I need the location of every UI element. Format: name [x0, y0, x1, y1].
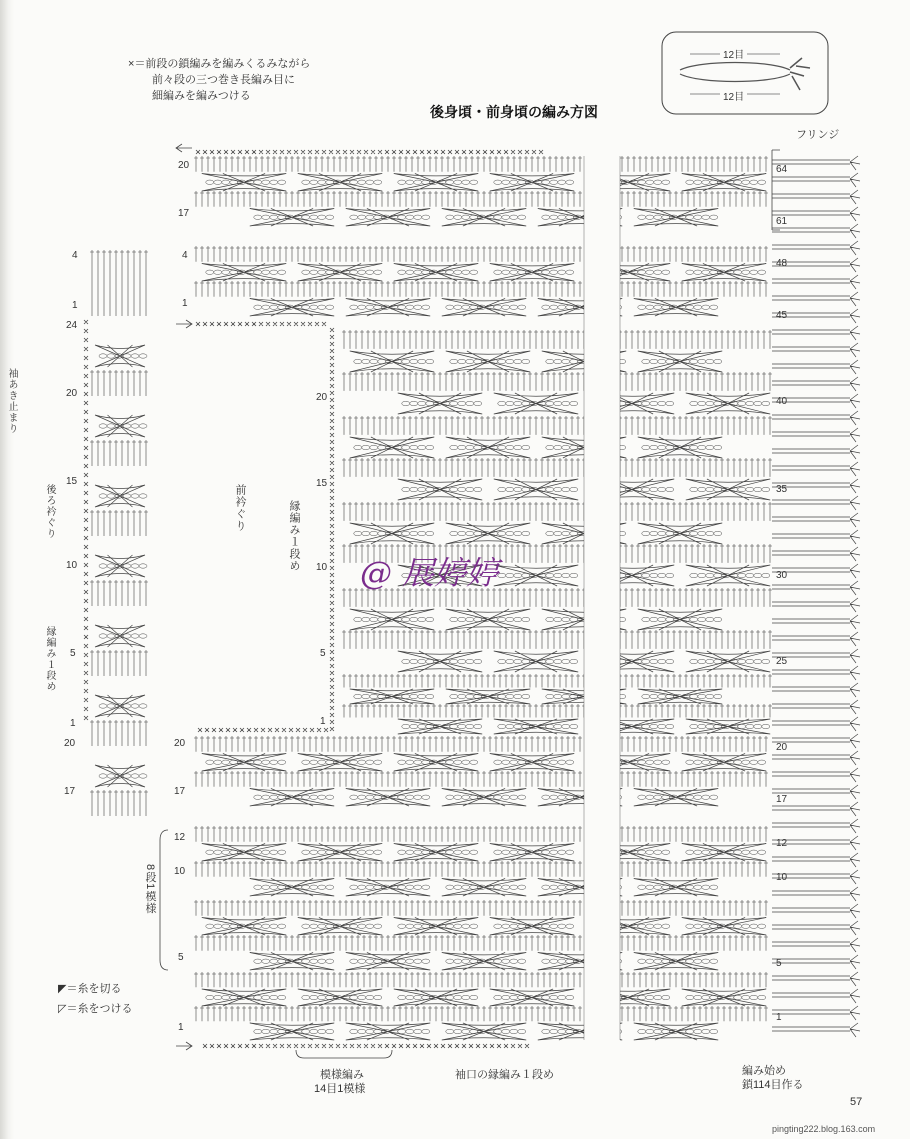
chain-loops: [686, 995, 766, 999]
pattern-motif: [298, 754, 382, 772]
row-num: 17: [64, 786, 76, 797]
fringe-bottom-count: 12目: [720, 88, 747, 103]
row-num: 10: [316, 562, 328, 573]
pattern-motif: [446, 351, 530, 372]
repeat-bracket: [296, 1050, 392, 1058]
stitch-columns: [342, 330, 772, 349]
pattern-motif: [95, 555, 145, 577]
pattern-motif: [634, 953, 718, 971]
chain-loops: [350, 959, 430, 963]
chain-loops: [686, 180, 766, 184]
chain-loops: [398, 760, 478, 764]
stitch-columns: [194, 771, 768, 787]
pattern-motif: [350, 351, 434, 372]
attach-yarn-icon: ◸: [58, 1003, 67, 1015]
chain-loops: [254, 959, 334, 963]
chain-loops: [686, 850, 766, 854]
stitch-columns: [342, 704, 772, 718]
chain-loops: [254, 795, 334, 799]
row-num: 4: [182, 250, 188, 261]
stitch-columns: [194, 1006, 768, 1021]
chain-loops: [206, 995, 286, 999]
neckline-edge: [330, 328, 334, 731]
pattern-motif: [446, 609, 530, 630]
chain-loops: [638, 795, 718, 799]
chain-loops: [206, 924, 286, 928]
pattern-motif: [490, 989, 574, 1006]
chain-loops: [686, 760, 766, 764]
chain-loops: [350, 1029, 430, 1033]
row-num: 1: [70, 718, 76, 729]
chain-loops: [446, 885, 526, 889]
fringe-top-count: 12目: [720, 46, 747, 61]
pattern-motif: [394, 844, 478, 862]
chain-loops: [302, 760, 382, 764]
pattern-motif: [202, 174, 286, 192]
pattern-motif: [250, 1023, 334, 1040]
pattern-motif: [634, 209, 718, 227]
stitch-columns: [194, 281, 768, 297]
edge-row-label-left: 縁編み１段め: [44, 626, 55, 692]
pattern-motif: [682, 918, 766, 936]
pattern-motif: [490, 918, 574, 936]
pattern-motif: [686, 719, 770, 734]
chain-loops: [494, 270, 574, 274]
chain-loops: [446, 215, 526, 219]
chain-loops: [638, 305, 718, 309]
chain-loops: [638, 885, 718, 889]
row-num: 17: [776, 794, 788, 805]
pattern-motif: [638, 437, 722, 458]
row-num: 10: [174, 866, 186, 877]
row-num: 48: [776, 258, 788, 269]
chain-loops: [402, 487, 482, 491]
pattern-motif: [202, 918, 286, 936]
armhole-finish-label: 袖あき止まり: [6, 368, 17, 434]
pattern-motif: [250, 789, 334, 807]
row-num: 17: [178, 208, 190, 219]
pattern-motif: [298, 989, 382, 1006]
chain-loops: [498, 724, 578, 728]
pattern-motif: [298, 264, 382, 282]
start-arrow: [176, 1042, 192, 1050]
chain-loops: [446, 959, 526, 963]
stitch-columns: [194, 900, 768, 916]
chain-loops: [350, 885, 430, 889]
single-crochet-edge: [196, 322, 326, 326]
chain-loops: [690, 659, 770, 663]
pattern-motif: [442, 1023, 526, 1040]
chain-loops: [398, 270, 478, 274]
stitch-columns: [342, 630, 772, 649]
chain-loops: [350, 795, 430, 799]
legend-symbol: ×: [128, 58, 135, 70]
row-num: 25: [776, 656, 788, 667]
chain-loops: [498, 487, 578, 491]
stitch-columns: [90, 510, 148, 536]
pattern-motif: [250, 879, 334, 897]
pattern-motif: [638, 609, 722, 630]
chain-loops: [302, 850, 382, 854]
pattern-motif: [95, 415, 145, 437]
left-strip-edge: [84, 320, 88, 720]
hem-edge-label: 袖口の縁編み１段め: [455, 1069, 554, 1081]
pattern-motif: [494, 393, 578, 414]
pattern-motif: [634, 1023, 718, 1040]
row-num: 40: [776, 396, 788, 407]
edge-row-label-center: 縁編み１段め: [288, 500, 300, 572]
row-num: 12: [174, 832, 186, 843]
stitch-columns: [90, 370, 148, 396]
chain-loops: [446, 1029, 526, 1033]
stitch-columns: [194, 156, 768, 172]
pattern-motif: [686, 393, 770, 414]
pattern-motif: [490, 264, 574, 282]
attach-yarn-legend: [58, 1000, 132, 1016]
row-num: 35: [776, 484, 788, 495]
chain-loops: [446, 795, 526, 799]
single-crochet-edge: [196, 150, 543, 154]
pattern-motif: [494, 479, 578, 500]
end-arrow: [176, 144, 192, 152]
row-num: 20: [316, 392, 328, 403]
chain-loops: [690, 487, 770, 491]
single-crochet-edge: [198, 728, 328, 732]
pattern-motif: [346, 209, 430, 227]
pattern-motif: [95, 625, 145, 647]
chain-loops: [494, 850, 574, 854]
chain-loops: [254, 1029, 334, 1033]
row-num: 24: [66, 320, 78, 331]
pattern-motif: [95, 765, 145, 787]
single-crochet-edge: [203, 1044, 529, 1048]
stitch-columns: [342, 502, 772, 521]
chain-loops: [642, 694, 722, 698]
row-num: 17: [174, 786, 186, 797]
stitch-columns: [194, 736, 768, 752]
chain-loops: [398, 995, 478, 999]
pattern-motif: [442, 789, 526, 807]
row-num: 45: [776, 310, 788, 321]
chain-loops: [398, 924, 478, 928]
chain-loops: [498, 659, 578, 663]
chain-loops: [450, 445, 530, 449]
chain-loops: [642, 531, 722, 535]
chain-loops: [642, 617, 722, 621]
chain-loops: [354, 445, 434, 449]
pattern-motif: [350, 689, 434, 704]
chain-loops: [446, 305, 526, 309]
pattern-motif: [350, 523, 434, 544]
stitch-columns: [90, 650, 148, 676]
pattern-motif: [634, 789, 718, 807]
pattern-motif: [346, 1023, 430, 1040]
pattern-motif: [490, 754, 574, 772]
stitch-columns: [194, 935, 768, 951]
pattern-motif: [442, 299, 526, 317]
row-num: 20: [776, 742, 788, 753]
row-num: 1: [178, 1022, 184, 1033]
chain-loops: [494, 995, 574, 999]
chain-loops: [350, 305, 430, 309]
footer-url: pingting222.blog.163.com: [772, 1124, 876, 1134]
pattern-gap: [584, 140, 620, 1050]
chain-loops: [302, 180, 382, 184]
stitch-columns: [194, 826, 768, 842]
chain-loops: [638, 959, 718, 963]
chain-loops: [350, 215, 430, 219]
stitch-columns: [194, 972, 768, 987]
fringe-caption: フリンジ: [796, 129, 840, 141]
pattern-motif: [494, 651, 578, 672]
pattern-motif: [446, 437, 530, 458]
row-num: 1: [72, 300, 78, 311]
row-num: 5: [776, 958, 782, 969]
pattern-motif: [634, 299, 718, 317]
chain-loops: [686, 270, 766, 274]
pattern-motif: [682, 844, 766, 862]
row-num: 61: [776, 216, 788, 227]
row-num: 12: [776, 838, 788, 849]
watermark-signature: @ 展婷婷: [360, 554, 499, 592]
stitch-columns: [90, 250, 148, 316]
chain-loops: [498, 573, 578, 577]
chain-loops: [638, 215, 718, 219]
diagram-title: 後身頃・前身頃の編み方図: [430, 104, 598, 120]
chain-loops: [206, 760, 286, 764]
chain-loops: [302, 270, 382, 274]
pattern-motif: [346, 879, 430, 897]
pattern-motif: [398, 479, 482, 500]
chain-loops: [494, 180, 574, 184]
pattern-motif: [346, 299, 430, 317]
pattern-motif: [298, 174, 382, 192]
pattern-motif: [250, 953, 334, 971]
chain-loops: [402, 724, 482, 728]
row-num: 10: [66, 560, 78, 571]
row-num: 1: [182, 298, 188, 309]
row-num: 15: [66, 476, 78, 487]
pattern-motif: [686, 651, 770, 672]
pattern-motif: [250, 209, 334, 227]
row-num: 5: [320, 648, 326, 659]
pattern-motif: [394, 989, 478, 1006]
chain-loops: [206, 850, 286, 854]
row-num: 15: [316, 478, 328, 489]
pattern-motif: [638, 689, 722, 704]
pattern-motif: [202, 989, 286, 1006]
row-num: 5: [70, 648, 76, 659]
chain-loops: [638, 1029, 718, 1033]
front-neck-label: 前衿ぐり: [234, 484, 246, 532]
chain-loops: [450, 531, 530, 535]
chain-loops: [254, 305, 334, 309]
chain-loops: [354, 531, 434, 535]
start-label-2: 鎖114目作る: [742, 1079, 804, 1091]
attach-yarn-text: ＝糸をつける: [66, 1003, 133, 1015]
legend-line-2: 前々段の三つ巻き長編み目に: [152, 74, 295, 86]
pattern-motif: [682, 264, 766, 282]
pattern-motif: [350, 437, 434, 458]
pattern-bracket: [160, 830, 168, 970]
pattern-motif: [394, 918, 478, 936]
chain-loops: [494, 924, 574, 928]
chain-loops: [354, 359, 434, 363]
pattern-motif: [682, 754, 766, 772]
start-arrow: [176, 320, 192, 328]
row-num: 4: [72, 250, 78, 261]
pattern-motif: [638, 351, 722, 372]
pattern-motif: [346, 789, 430, 807]
chain-loops: [450, 617, 530, 621]
chain-loops: [398, 850, 478, 854]
pattern-motif: [442, 209, 526, 227]
cut-yarn-legend: [58, 980, 121, 996]
chain-loops: [494, 760, 574, 764]
stitch-columns: [342, 674, 772, 688]
start-label-1: 編み始め: [742, 1065, 786, 1077]
pattern-motif: [398, 651, 482, 672]
row-num: 20: [178, 160, 190, 171]
row-num: 1: [776, 1012, 782, 1023]
pattern-motif: [394, 264, 478, 282]
chain-loops: [498, 401, 578, 405]
chain-loops: [642, 359, 722, 363]
chain-loops: [450, 359, 530, 363]
chain-loops: [206, 180, 286, 184]
pattern-motif: [634, 879, 718, 897]
chain-loops: [690, 724, 770, 728]
pattern-8rows-label: 8段1模様: [144, 864, 156, 915]
row-num: 20: [66, 388, 78, 399]
chain-loops: [402, 401, 482, 405]
row-num: 64: [776, 164, 788, 175]
pattern-motif: [446, 689, 530, 704]
chain-loops: [254, 885, 334, 889]
pattern-motif: [638, 523, 722, 544]
pattern-motif: [95, 695, 145, 717]
pattern-motif: [686, 479, 770, 500]
row-num: 5: [178, 952, 184, 963]
pattern-motif: [202, 844, 286, 862]
pattern-motif: [202, 264, 286, 282]
pattern-motif: [398, 719, 482, 734]
chain-loops: [402, 659, 482, 663]
pattern-motif: [298, 918, 382, 936]
pattern-motif: [202, 754, 286, 772]
stitch-columns: [90, 580, 148, 606]
pattern-motif: [442, 953, 526, 971]
cut-yarn-text: ＝糸を切る: [66, 983, 122, 995]
page-number: 57: [850, 1096, 863, 1108]
chain-loops: [206, 270, 286, 274]
pattern-motif: [394, 754, 478, 772]
pattern-motif: [446, 523, 530, 544]
pattern-motif: [250, 299, 334, 317]
pattern-motif: [398, 393, 482, 414]
pattern-motif: [494, 719, 578, 734]
chain-loops: [450, 694, 530, 698]
chain-loops: [302, 924, 382, 928]
chain-loops: [686, 924, 766, 928]
chain-loops: [398, 180, 478, 184]
chain-loops: [254, 215, 334, 219]
stitch-columns: [342, 372, 772, 391]
chain-loops: [690, 573, 770, 577]
pattern-motif: [95, 485, 145, 507]
stitch-columns: [194, 191, 768, 207]
pattern-motif: [682, 174, 766, 192]
pattern-motif: [682, 989, 766, 1006]
pattern-stitch-label: 模様編み: [320, 1069, 364, 1081]
stitch-columns: [90, 790, 148, 816]
back-neck-label: 後ろ衿ぐり: [44, 484, 55, 539]
pattern-motif: [298, 844, 382, 862]
chain-loops: [642, 445, 722, 449]
stitch-columns: [194, 246, 768, 262]
cut-yarn-icon: ◤: [58, 983, 67, 995]
chain-loops: [354, 694, 434, 698]
stitch-columns: [194, 861, 768, 877]
stitch-columns: [342, 416, 772, 435]
pattern-motif: [490, 844, 574, 862]
pattern-motif: [95, 345, 145, 367]
pattern-motif: [494, 565, 578, 586]
pattern-motif: [686, 565, 770, 586]
fringe-strands: [772, 156, 860, 1037]
pattern-motif: [442, 879, 526, 897]
row-num: 10: [776, 872, 788, 883]
stitch-columns: [90, 440, 148, 466]
chain-loops: [690, 401, 770, 405]
pattern-repeat-label: 14目1模様: [314, 1083, 366, 1095]
legend-line-3: 細編みを編みつける: [152, 90, 251, 102]
pattern-motif: [490, 174, 574, 192]
chain-loops: [354, 617, 434, 621]
legend-line-1: ＝前段の鎖編みを編みくるみながら: [134, 58, 311, 70]
pattern-motif: [350, 609, 434, 630]
stitch-columns: [342, 458, 772, 477]
pattern-motif: [346, 953, 430, 971]
chain-loops: [302, 995, 382, 999]
row-num: 20: [174, 738, 186, 749]
stitch-columns: [90, 720, 148, 746]
row-num: 20: [64, 738, 76, 749]
row-num: 1: [320, 716, 326, 727]
pattern-motif: [394, 174, 478, 192]
row-num: 30: [776, 570, 788, 581]
